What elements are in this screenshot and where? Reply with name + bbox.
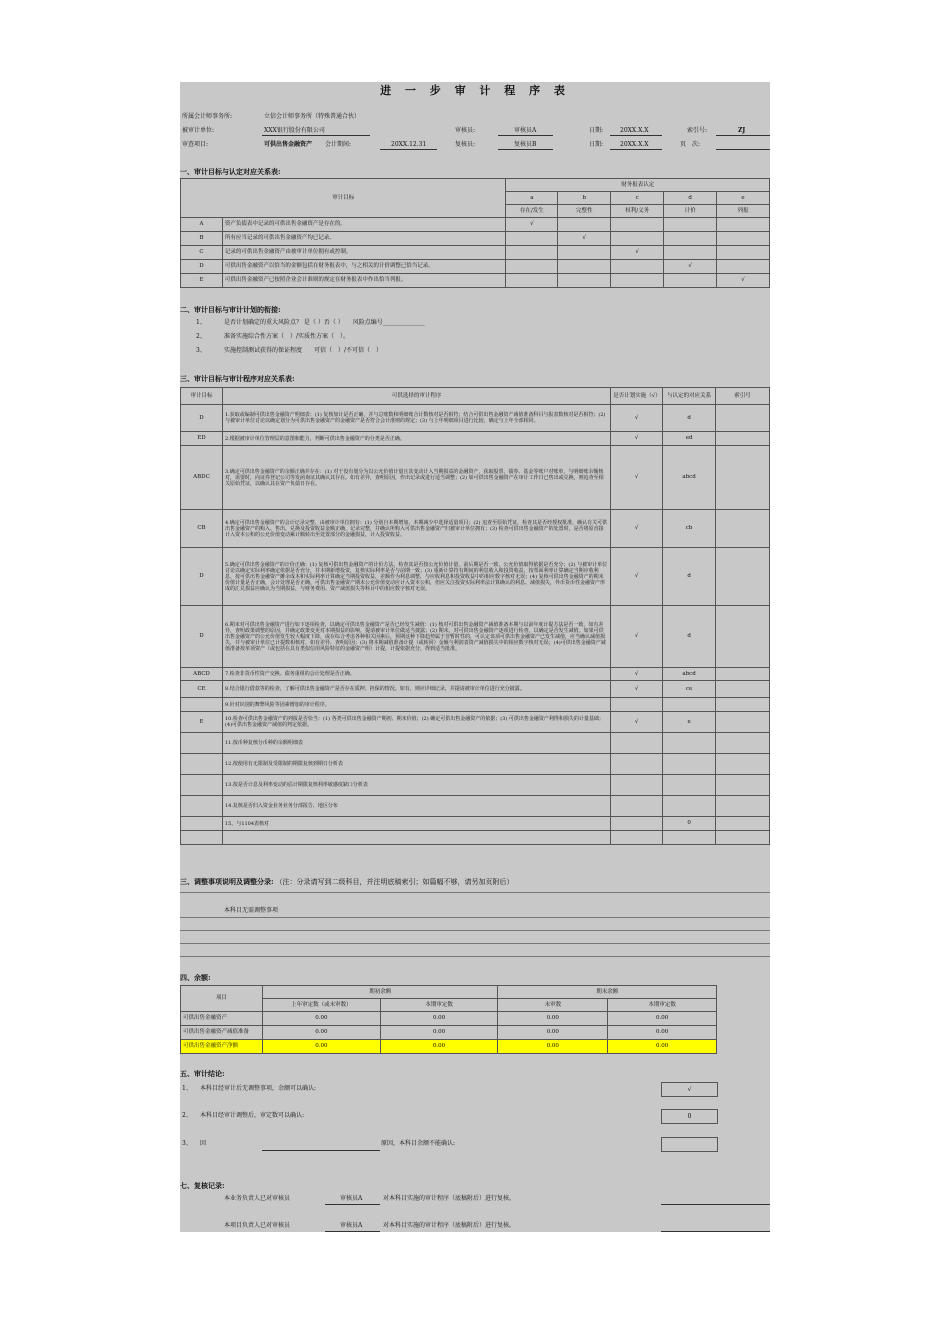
procedure-row [181,698,770,712]
planned-mark: √ [611,432,663,446]
target-text: 可供出售金融资产以恰当的金额包括在财务报表中，与之相关的计价调整已恰当记录。 [222,260,505,274]
procedure-text: 10.检查可供出售金融资产的列报是否恰当：(1) 各类可供出售金融资产期初、期末价值；(2) 确定可供出售金融资产的依据；(3) 可供出售金融资产利得和损失的计量基础；(4)可供出售金融资产减值的判定依据。 [222,712,610,733]
index-cell [716,712,770,733]
target-code: C [181,246,223,260]
target-code [181,817,223,831]
target-code: CE [181,681,223,698]
procedure-row [181,681,770,698]
mark [717,232,770,246]
conclusion-box[interactable]: √ [661,1082,718,1097]
assertion-code: abcd [663,668,716,681]
index-cell [716,548,770,606]
conclusion-no: 3、 [182,1140,192,1147]
procedure-row [181,831,770,845]
conclusion-text-b: 原因，本科目余额不能确认: [381,1140,456,1147]
review-name: 审核员A [340,1195,363,1202]
index-cell [716,698,770,712]
procedure-text: 6.期末对可供出售金融资产进行如下逐项检查，以确定可供出售金融资产是否已经发生减值：(1) 核对可供出售金融资产减值准备本期与以前年度计提方法是否一致，如有差异，查明政策调整的原因，并确定政策变更对本期损益的影响，提请被审计单位做适当披露；(2) 期末，对可供出售金融资产逐项进行检查，以确定是否发生减值。如果可供出售金融资产的公允价值发生较大幅度下降，或在综合考虑各种相关因素后，预期这种下降趋势属于非暂时性的，可认定该项可供出售金融资产已发生减值，应当确认减值损失，并与被审计单位已计提数相核对，如有差异，查明原因；(3) 将本期减值准备计提（或转回）金额与利润表资产减值损失中的相应数字核对无误；(4)可供出售金融资产减值准备按单项资产（或包括在具有类似信用风险特征的金融资产组）计提，计提依据充分，得到适当批准。 [222,606,610,668]
section1-title: 一、审计目标与认定对应关系表: [180,167,281,176]
procedure-row [181,775,770,796]
assertion-code: e [663,712,716,733]
assertion-code: d [663,548,716,606]
planned-mark: √ [611,606,663,668]
review-name: 审核员A [340,1222,363,1229]
sub-prior-audited: 上年审定数（或未审数） [262,999,380,1012]
balance-title: 四、余额: [180,973,211,982]
target-code [181,775,223,796]
assertion-code [663,698,716,712]
index-cell [716,432,770,446]
worksheet [180,82,770,1232]
index-cell [716,775,770,796]
assertion-code: d [663,405,716,432]
date-value: 20XX.X.X [620,127,649,134]
planned-mark [611,831,663,845]
target-text: 资产负债表中记录的可供出售金融资产是存在的。 [222,218,505,232]
mark: √ [717,274,770,288]
procedure-row [181,754,770,775]
mark [506,274,558,288]
conclusion-title: 五、审计结论: [180,1069,225,1078]
procedure-text: 15、与1104表核对 [222,817,610,831]
assertion-code: ce [663,681,716,698]
target-code: E [181,712,223,733]
planned-mark: √ [611,668,663,681]
balance-value: 0.00 [498,1026,608,1040]
mark [611,274,664,288]
mark [558,260,611,274]
target-code: D [181,405,223,432]
mark [611,260,664,274]
planned-mark [611,775,663,796]
balance-value: 0.00 [380,1012,498,1026]
mark: √ [506,218,558,232]
plan-item-text: 是否计划确定的重大风险点？ 是（ ）否（ ） 风险点编号______________ [224,319,425,326]
reviewer-value: 审核员A [514,127,537,134]
procedure-row [181,712,770,733]
balance-table [180,985,717,1054]
procedure-text: 12.按使用有无限制及受限制的期限复核到期日分析表 [222,754,610,775]
planned-mark: √ [611,681,663,698]
mark [664,274,717,288]
mark [664,232,717,246]
procedure-text: 4.确定可供出售金融资产的会计记录完整，由被审计单位拥有：(1) 分别自本期增加、本期减少中选择适量项目；(2) 追查至原始凭证，检查其是否经授权批准，确认有关可供出售金融资产的购入、售出、兑换及投资收益金额正确，记录完整，并确认所购入可供出售金融资产归被审计单位拥有；(3) 检查可供出售金融资产的处置时，是否将原直接计入资本公积的公允价值变动累计额转出至处置部分的金融损益，计入投资收益。 [222,510,610,548]
procedure-text: 11.按币种复核分币种的余额明细表 [222,733,610,754]
planned-mark [611,796,663,817]
col-target: 审计目标 [181,179,506,218]
target-text: 所有应当记录的可供出售金融资产均已记录。 [222,232,505,246]
conclusion-box[interactable] [661,1137,718,1152]
procedure-row [181,796,770,817]
col-item: 项目 [181,986,263,1012]
col-begin: 期初余额 [262,986,497,999]
procedure-text: 9.针对识别的舞弊风险等因素增加的审计程序。 [222,698,610,712]
planned-mark [611,817,663,831]
recheck-value: 复核员B [514,141,537,148]
adjust-heading [180,878,514,887]
target-code [181,831,223,845]
mark [558,218,611,232]
target-code: D [181,260,223,274]
procedure-text: 3.确定可供出售金融资产的余额正确并存在：(1) 对于没有划分为以公允价值计量且其变动计入当期损益的金融资产，获取股票、债券、基金等账户对账单，与明细账余额核对，需要时，向证券登记公司等发函询证其确认其存在。如有差异，查明原因，作出记录或进行适当调整；(2) 如可供出售金融资产在审计工作日已售出或兑换，则追查至相关原始凭证，以确认其在资产负债日存在。 [222,446,610,510]
mark [558,246,611,260]
section2-title: 二、审计目标与审计计划的衔接: [180,305,281,314]
review-text-a: 本项目负责人已对审核员 [224,1222,291,1229]
assertion-code: d [663,606,716,668]
assertion-code [663,754,716,775]
mark: √ [611,246,664,260]
index-cell [716,510,770,548]
index-value: ZJ [738,127,746,134]
entity-value: XXX银行股份有限公司 [264,127,325,134]
planned-mark: √ [611,405,663,432]
balance-value: 0.00 [608,1012,717,1026]
planned-mark [611,698,663,712]
col-index: 索引号 [716,388,770,405]
procedure-row [181,733,770,754]
conclusion-text: 本科目经审计调整后，审定数可以确认: [200,1112,305,1119]
assertion-table [180,178,770,288]
conclusion-text-a: 因 [200,1140,207,1147]
mark [611,232,664,246]
index-cell [716,606,770,668]
mark: √ [664,260,717,274]
assertion-valuation: 计价 [664,205,717,218]
procedure-row [181,510,770,548]
conclusion-no: 1、 [182,1085,192,1092]
target-code: CB [181,510,223,548]
procedure-text: 2.根据被审计单位管理层的意图和能力，判断可供出售金融资产的分类是否正确。 [222,432,610,446]
procedure-row [181,446,770,510]
plan-item-no: 2、 [196,333,206,340]
mark [506,260,558,274]
target-code [181,796,223,817]
plan-item-no: 3、 [196,347,206,354]
period-label: 会计期间: [325,141,352,148]
mark [717,218,770,232]
section3-title: 三、审计目标与审计程序对应关系表: [180,374,295,383]
mark [506,246,558,260]
procedure-row [181,405,770,432]
procedure-text: 13.按是否计息及利率变动的估计期限复核利率敏感度缺口分析表 [222,775,610,796]
plan-item-text: 准备实施综合性方案（ ）/实质性方案（ ）。 [224,333,350,340]
target-code: D [181,606,223,668]
balance-value: 0.00 [262,1012,380,1026]
planned-mark: √ [611,548,663,606]
entity-label: 被审计单位: [182,127,215,134]
target-code [181,733,223,754]
assertion-code [663,775,716,796]
balance-value: 0.00 [498,1012,608,1026]
assertion-presentation: 列报 [717,205,770,218]
assertion-code: ed [663,432,716,446]
mark [717,246,770,260]
date2-value: 20XX.X.X [620,141,649,148]
target-code: ED [181,432,223,446]
target-code: D [181,548,223,606]
balance-value: 0.00 [380,1040,498,1054]
assertion-code [663,796,716,817]
reviewer-label: 审核员: [455,127,476,134]
mark [558,274,611,288]
item-value: 可供出售金融资产 [264,141,313,148]
balance-value: 0.00 [262,1026,380,1040]
mark [506,232,558,246]
sub-unaudited: 未审数 [498,999,608,1012]
review-text-a: 本业务负责人已对审核员 [224,1195,291,1202]
procedure-text: 1.获取或编制可供出售金融资产明细表：(1) 复核加计是否正确，并与总账数和明细账合计数核对是否相符；结合可供出售金融资产减值准备科目与报表数核对是否相符；(2) 与被审计单位讨论以确定划分为可供出售金融资产的金融资产是否符合会计准则的规定；(3) 与上年明细项目进行比较，确定与上年全部相同。 [222,405,610,432]
index-cell [716,668,770,681]
target-code: ABCD [181,668,223,681]
col-target: 审计目标 [181,388,223,405]
index-cell [716,405,770,432]
mark: √ [558,232,611,246]
mark [611,218,664,232]
procedure-text: 7.检查非货币性资产交换、债务重组的会计处理是否正确。 [222,668,610,681]
planned-mark [611,733,663,754]
target-text: 可供出售金融资产已按照企业会计准则的规定在财务报表中作出恰当列报。 [222,274,505,288]
letter-d: d [664,192,717,205]
procedure-row [181,817,770,831]
col-procedure: 可供选择的审计程序 [222,388,610,405]
assertion-rights: 权利/义务 [611,205,664,218]
recheck-label: 复核员: [455,141,476,148]
procedure-text: 5.确定可供出售金融资产的计价正确：(1) 复核可供出售金融资产的计价方法，检查其是否按公允价值计量，前后期是否一致，公允价值取得依据是否充分；(2) 与被审计单位讨论以确定实际利率确定依据是否充分，并本期新增投资，复核实际利率是否与前期一致；(3) 重新计算持有期间的利息收入和投资收益，按票面利率计算确定当期应收利息，按可供出售金融资产摊余成本和实际利率计算确定当期投资收益，差额作为利息调整，与应收利息和投资收益中的相应数字核对无误；(4) 复核可供出售金融资产的期末价值计量是否正确，会计处理是否正确，可供出售金融资产期末公允价值变动应计入资本公积，但应关注投资实际利率法计算确认的利息、减值损失，外币货币性金融资产形成的汇兑损益应确认为当期损益，与财务费用、资产减值损失等科目中的相应数字核对无误。 [222,548,610,606]
page-title: 进 一 步 审 计 程 序 表 [380,84,570,97]
index-cell [716,446,770,510]
balance-value: 0.00 [498,1040,608,1054]
index-cell [716,817,770,831]
col-planned: 是否计划实施（√） [611,388,663,405]
assertion-code: abcd [663,446,716,510]
sub-end-audited: 本期审定数 [608,999,717,1012]
assertion-code [663,733,716,754]
item-label: 审查项目: [182,141,209,148]
balance-value: 0.00 [262,1040,380,1054]
col-end: 期末余额 [498,986,717,999]
target-code: B [181,232,223,246]
procedure-text: 14.复核是否归入资金业务业务分部报告、地区分布 [222,796,610,817]
plan-item-no: 1、 [196,319,206,326]
procedure-table [180,387,770,845]
conclusion-no: 2、 [182,1112,192,1119]
balance-label: 可供出售金融资产净额 [181,1040,263,1054]
procedure-row [181,668,770,681]
conclusion-text: 本科目经审计后无调整事项，余额可以确认: [200,1085,317,1092]
procedure-row [181,606,770,668]
procedure-text: 8.结合银行借款等的检查，了解可供出售金融资产是否存在质押、担保的情况。如有，则应详细记录，并提请被审计单位进行充分披露。 [222,681,610,698]
mark [664,218,717,232]
target-code: ABDC [181,446,223,510]
planned-mark: √ [611,712,663,733]
letter-a: a [506,192,558,205]
index-cell [716,796,770,817]
index-label: 索引号: [687,127,708,134]
conclusion-box[interactable]: 0 [661,1109,718,1124]
firm-value: 立信会计师事务所（特殊普通合伙） [264,113,361,120]
assertion-code: cb [663,510,716,548]
review-text-b: 对本科目实施的审计程序（底稿附后）进行复核。 [383,1222,516,1229]
plan-item-text: 实施控制测试获得的保证程度 可信（ ）/不可信（ ） [224,347,383,354]
procedure-text [222,831,610,845]
balance-value: 0.00 [380,1026,498,1040]
target-code [181,698,223,712]
letter-b: b [558,192,611,205]
date-label: 日期: [589,127,604,134]
assertion-code [663,831,716,845]
index-cell [716,733,770,754]
target-text: 记录的可供出售金融资产由被审计单位拥有或控制。 [222,246,505,260]
target-code: E [181,274,223,288]
balance-value: 0.00 [608,1040,717,1054]
balance-label: 可供出售金融资产 [181,1012,263,1026]
adjust-title: 三、调整事项说明及调整分录: [180,877,274,886]
mark [664,246,717,260]
balance-value: 0.00 [608,1026,717,1040]
date2-label: 日期: [589,141,604,148]
procedure-row [181,432,770,446]
balance-label: 可供出售金融资产减值准备 [181,1026,263,1040]
planned-mark: √ [611,510,663,548]
review-title: 七、复核记录: [180,1181,225,1190]
index-cell [716,831,770,845]
mark [717,260,770,274]
target-code: A [181,218,223,232]
adjust-line: 本科目无需调整事项 [224,907,279,914]
period-value: 20XX.12.31 [391,141,427,148]
index-cell [716,754,770,775]
planned-mark [611,754,663,775]
letter-c: c [611,192,664,205]
page-label: 页 次: [680,141,701,148]
col-assertion: 与认定的对应关系 [663,388,716,405]
col-assertion-group: 财务报表认定 [506,179,770,192]
letter-e: e [717,192,770,205]
firm-label: 所属会计师事务所: [182,113,233,120]
review-text-b: 对本科目实施的审计程序（底稿附后）进行复核。 [383,1195,516,1202]
target-code [181,754,223,775]
adjust-note: （注：分录请写到二级科目，并注明底稿索引；如篇幅不够，请另加页附后） [275,878,514,886]
assertion-completeness: 完整性 [558,205,611,218]
index-cell [716,681,770,698]
planned-mark: √ [611,446,663,510]
assertion-code: 0 [663,817,716,831]
assertion-existence: 存在/发生 [506,205,558,218]
sub-begin-audited: 本期审定数 [380,999,498,1012]
procedure-row [181,548,770,606]
